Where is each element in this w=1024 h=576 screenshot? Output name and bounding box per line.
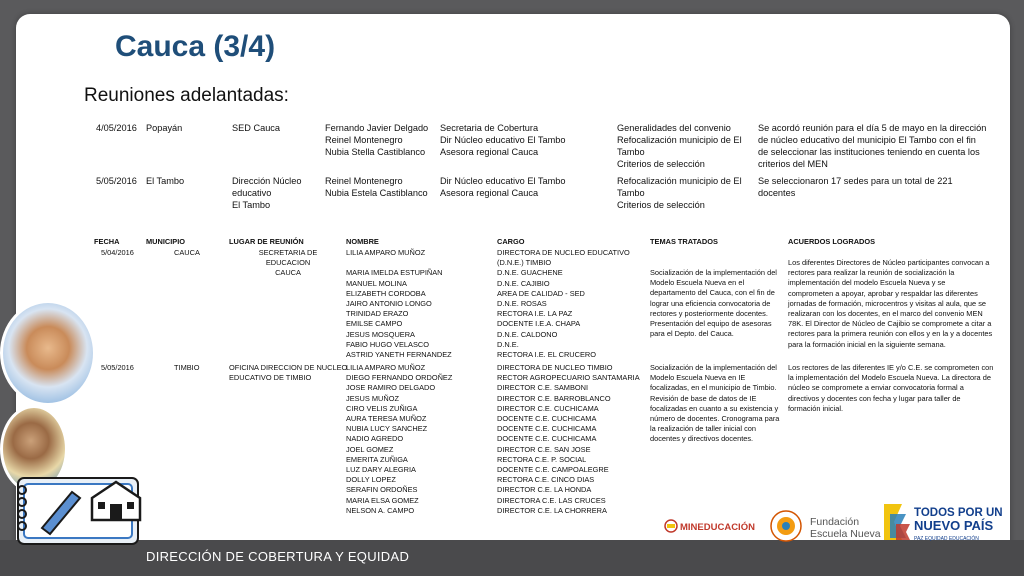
svg-text:TODOS POR UN: TODOS POR UN: [914, 507, 1003, 519]
child-photo: [0, 300, 96, 406]
row1-cargos: Secretaria de Cobertura Dir Núcleo educativo El Tambo Asesora regional Cauca: [440, 123, 566, 157]
block2-fecha: 5/05/2016: [101, 363, 134, 372]
slide-subtitle: Reuniones adelantadas:: [84, 85, 289, 106]
block2-nombres: LILIA AMPARO MUÑOZ DIEGO FERNANDO ORDOÑEZ JOSE RAMIRO DELGADO JESUS MUÑOZ CIRO VELIS ZUÑIGA AURA TERESA MUÑOZ NUBIA LUCY SANCHEZ NADIO AGREDO JOEL GOMEZ EMERITA ZUÑIGA LUZ DARY ALEGRIA DOLLY LOPEZ SERAFIN ORDOÑES MARIA ELSA GOMEZ NELSON A. CAMPO: [346, 363, 453, 515]
svg-text:PAZ EQUIDAD EDUCACIÓN: PAZ EQUIDAD EDUCACIÓN: [914, 536, 979, 542]
row2-nombres: Reinel Montenegro Nubia Estela Castiblanco: [325, 176, 428, 198]
row2-lugar: Dirección Núcleo educativo El Tambo: [232, 176, 302, 210]
notebook-school-icon: [12, 470, 172, 548]
header-lugar: LUGAR DE REUNIÓN: [229, 237, 304, 246]
row2-temas: Refocalización municipio de El Tambo Criterios de selección: [617, 176, 742, 210]
block1-fecha: 5/04/2016: [101, 248, 134, 257]
block2-municipio: TIMBIO: [174, 363, 200, 372]
slide-title: Cauca (3/4): [115, 30, 276, 63]
row2-acuerdos: Se seleccionaron 17 sedes para un total de 221 docentes: [758, 176, 953, 198]
todos-por-un-nuevo-pais-logo: [880, 500, 1010, 546]
row1-temas: Generalidades del convenio Refocalización municipio de El Tambo Criterios de selección: [617, 123, 742, 169]
block1-acuerdos: Los diferentes Directores de Núcleo participantes convocan a rectores para realizar la reunión de socialización la implementación del modelo Escuela Nueva y se comprometen a apoyar, aprobar y respaldar las diferentes jornadas de formación, microcentros y visitas al aula, que se realizaran con los docentes, en el marco del convenio MEN 78K. El Director de Núcleo de Cajibio se compromete a citar a rectores para la primera reunión con ellos y en la y a docentes para la formación inicial en la siguiente semana.: [788, 258, 993, 349]
header-municipio: MUNICIPIO: [146, 237, 186, 246]
row1-lugar: SED Cauca: [232, 123, 281, 133]
block2-lugar: OFICINA DIRECCION DE NUCLEO EDUCATIVO DE TIMBIO: [229, 363, 348, 383]
block1-cargos: DIRECTORA DE NUCLEO EDUCATIVO (D.N.E.) TIMBIO D.N.E. GUACHENE D.N.E. CAJIBIO AREA DE CALIDAD - SED D.N.E. ROSAS RECTORA I.E. LA PAZ DOCENTE I.E.A. CHAPA D.N.E. CALDONO D.N.E. RECTORA I.E. EL CRUCERO: [497, 248, 630, 360]
header-acuerdos: ACUERDOS LOGRADOS: [788, 237, 876, 246]
row1-municipio: Popayán: [146, 123, 183, 133]
row2-cargos: Dir Núcleo educativo El Tambo Asesora regional Cauca: [440, 176, 566, 198]
block1-municipio: CAUCA: [174, 248, 200, 257]
row2-fecha: 5/05/2016: [96, 176, 137, 186]
svg-text:Fundación: Fundación: [810, 516, 860, 528]
block1-lugar: SECRETARIA DE EDUCACION CAUCA: [258, 248, 318, 278]
block2-acuerdos: Los rectores de las diferentes IE y/o C.E. se comprometen con la implementación del Modelo Escuela Nueva. La directora de núcleo se compromete a enviar convocatoria formal a directivos y docentes con fecha y lugar para taller de formación inicial.: [788, 363, 994, 413]
block2-cargos: DIRECTORA DE NUCLEO TIMBIO RECTOR AGROPECUARIO SANTAMARIA DIRECTOR C.E. SAMBONI DIRECTOR C.E. BARROBLANCO DIRECTOR C.E. CUCHICAMA DOCENTE C.E. CUCHICAMA DOCENTE C.E. CUCHICAMA DOCENTE C.E. CUCHICAMA DIRECTOR C.E. SAN JOSE RECTORA C.E. P. SOCIAL DOCENTE C.E. CAMPOALEGRE RECTORA C.E. CINCO DIAS DIRECTOR C.E. LA HONDA DIRECTORA C.E. LAS CRUCES DIRECTOR C.E. LA CHORRERA: [497, 363, 640, 515]
fundacion-escuela-nueva-logo: [770, 508, 881, 544]
header-temas: TEMAS TRATADOS: [650, 237, 718, 246]
header-nombre: NOMBRE: [346, 237, 379, 246]
row2-municipio: El Tambo: [146, 176, 185, 186]
footer-title: DIRECCIÓN DE COBERTURA Y EQUIDAD: [146, 549, 410, 564]
block2-temas: Socialización de la implementación del Modelo Escuela Nueva en IE focalizadas, en el municipio de Timbio. Revisión de base de datos de IE focalizadas en cuanto a su existencia y número de docentes. Cronograma para la realización de taller inicial con docentes y directivos docentes.: [650, 363, 780, 444]
svg-text:NUEVO PAÍS: NUEVO PAÍS: [914, 518, 994, 533]
block1-temas: Socialización de la implementación del Modelo Escuela Nueva en el departamento del Cauca, con el fin de lograr una eficiencia convocatoria de rectores y posteriormente docentes. Presentación del equipo de asesoras para el Depto. del Cauca.: [650, 268, 777, 339]
svg-text:Escuela Nueva: Escuela Nueva: [810, 528, 881, 540]
mineducacion-text: MINEDUCACIÓN: [680, 522, 755, 533]
row1-acuerdos: Se acordó reunión para el día 5 de mayo en la dirección de núcleo educativo del municipio El Tambo con el fin de seleccionar las instituciones teniendo en cuenta los criterios del MEN: [758, 123, 987, 169]
header-cargo: CARGO: [497, 237, 525, 246]
header-fecha: FECHA: [94, 237, 120, 246]
row1-fecha: 4/05/2016: [96, 123, 137, 133]
mineducacion-logo: [662, 512, 754, 540]
row1-nombres: Fernando Javier Delgado Reinel Montenegro Nubia Stella Castiblanco: [325, 123, 429, 157]
block1-nombres: LILIA AMPARO MUÑOZ MARIA IMELDA ESTUPIÑAN MANUEL MOLINA ELIZABETH CORDOBA JAIRO ANTONIO LONGO TRINIDAD ERAZO EMILSE CAMPO JESUS MOSQUERA FABIO HUGO VELASCO ASTRID YANETH FERNANDEZ: [346, 248, 452, 360]
